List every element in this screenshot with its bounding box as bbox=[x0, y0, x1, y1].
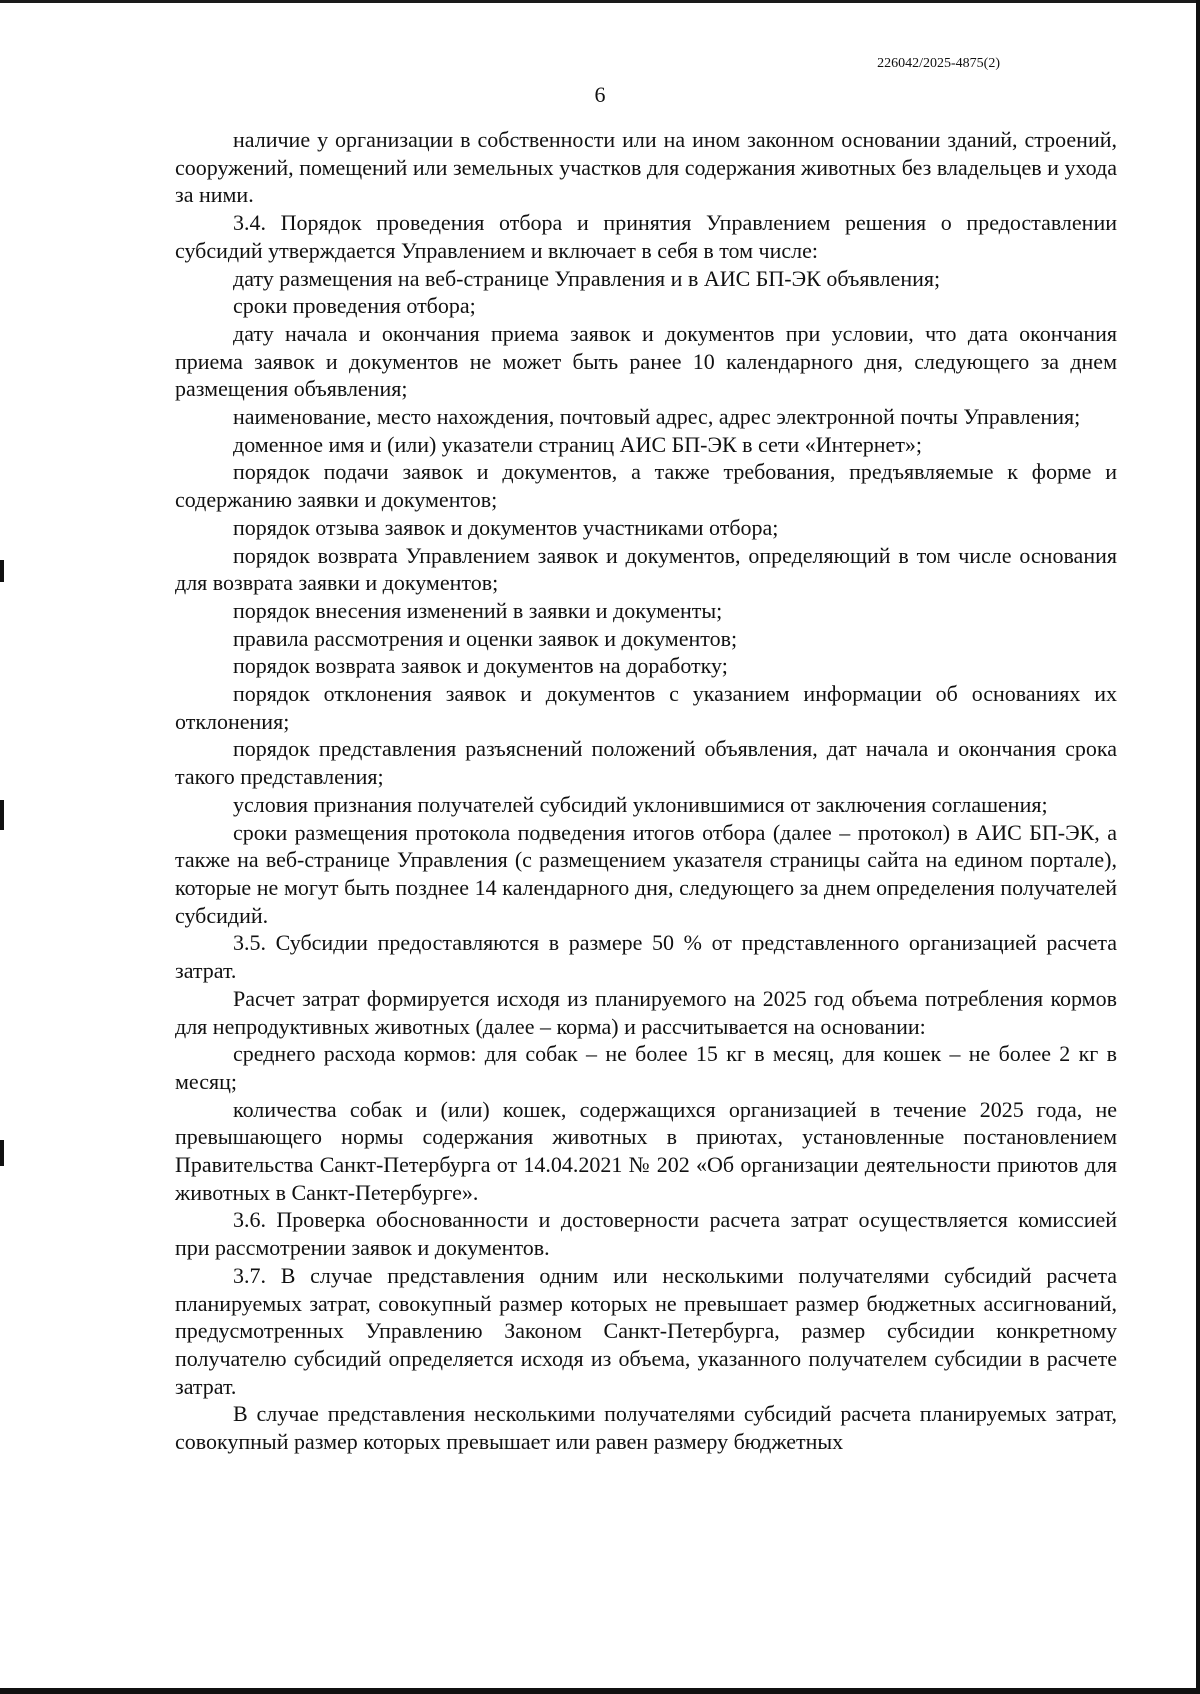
paragraph: порядок представления разъяснений положений объявления, дат начала и окончания срока такого представления; bbox=[175, 736, 1117, 790]
paragraph: порядок возврата заявок и документов на доработку; bbox=[233, 653, 728, 679]
paragraph: порядок внесения изменений в заявки и документы; bbox=[233, 597, 723, 623]
scan-edge-top bbox=[0, 0, 1200, 3]
document-body bbox=[175, 126, 1117, 1456]
paragraph: порядок отклонения заявок и документов с указанием информации об основаниях их отклонения; bbox=[175, 681, 1117, 734]
paragraph: сроки проведения отбора; bbox=[233, 293, 476, 319]
scan-edge-right bbox=[1196, 0, 1200, 1694]
paragraph: порядок подачи заявок и документов, а также требования, предъявляемые к форме и содержанию заявки и документов; bbox=[175, 459, 1117, 513]
paragraph: порядок возврата Управлением заявок и документов, определяющий в том числе основания для возврата заявки и документов; bbox=[175, 542, 1117, 596]
paragraph: В случае представления несколькими получателями субсидий расчета планируемых затрат, совокупный размер которых превышает или равен размеру бюджетных bbox=[175, 1401, 1117, 1455]
document-registration-number: 226042/2025-4875(2) bbox=[877, 56, 1000, 71]
paragraph: наличие у организации в собственности или на ином законном основании зданий, строений, сооружений, помещений или земельных участков для содержания животных без владельцев и ухода за ними. bbox=[175, 127, 1117, 208]
scan-edge-bottom bbox=[0, 1688, 1200, 1694]
paragraph: дату размещения на веб-странице Управления и в АИС БП-ЭК объявления; bbox=[233, 265, 941, 291]
paragraph: условия признания получателей субсидий уклонившимися от заключения соглашения; bbox=[233, 791, 1048, 817]
paragraph: правила рассмотрения и оценки заявок и документов; bbox=[233, 625, 738, 651]
paragraph: 3.4. Порядок проведения отбора и принятия Управлением решения о предоставлении субсидий утверждается Управлением и включает в себя в том числе: bbox=[175, 210, 1117, 263]
paragraph: доменное имя и (или) указатели страниц АИС БП-ЭК в сети «Интернет»; bbox=[233, 431, 923, 457]
paragraph: 3.7. В случае представления одним или несколькими получателями субсидий расчета планируемых затрат, совокупный размер которых не превышает размер бюджетных ассигнований, предусмотренных Управлению Законом Санкт-Петербурга, размер субсидии конкретному получателю субсидий определяется исходя из объема, указанного получателем субсидии в расчете затрат. bbox=[175, 1262, 1117, 1399]
paragraph: наименование, место нахождения, почтовый адрес, адрес электронной почты Управления; bbox=[233, 404, 1081, 430]
paragraph: дату начала и окончания приема заявок и документов при условии, что дата окончания приема заявок и документов не может быть ранее 10 календарного дня, следующего за днем размещения объявления; bbox=[175, 320, 1117, 402]
paragraph: сроки размещения протокола подведения итогов отбора (далее – протокол) в АИС БП-ЭК, а также на веб-странице Управления (с размещением указателя страницы сайта на едином портале), которые не могут быть позднее 14 календарного дня, следующего за днем определения получателей субсидий. bbox=[175, 819, 1117, 928]
scan-edge-left-mark bbox=[0, 800, 4, 830]
paragraph: Расчет затрат формируется исходя из планируемого на 2025 год объема потребления кормов для непродуктивных животных (далее – корма) и рассчитывается на основании: bbox=[175, 985, 1117, 1039]
scan-edge-left-mark bbox=[0, 560, 4, 582]
page-number: 6 bbox=[594, 82, 606, 107]
paragraph: среднего расхода кормов: для собак – не более 15 кг в месяц, для кошек – не более 2 кг в месяц; bbox=[175, 1041, 1117, 1094]
scan-edge-left-mark bbox=[0, 1140, 4, 1166]
paragraph: количества собак и (или) кошек, содержащихся организацией в течение 2025 года, не превышающего нормы содержания животных в приютах, установленные постановлением Правительства Санкт-Петербурга от 14.04.2021 № 202 «Об организации деятельности приютов для животных в Санкт-Петербурге». bbox=[175, 1096, 1117, 1205]
paragraph: порядок отзыва заявок и документов участниками отбора; bbox=[233, 514, 779, 540]
paragraph: 3.5. Субсидии предоставляются в размере 50 % от представленного организацией расчета затрат. bbox=[175, 930, 1117, 984]
paragraph: 3.6. Проверка обоснованности и достоверности расчета затрат осуществляется комиссией при рассмотрении заявок и документов. bbox=[175, 1207, 1117, 1261]
